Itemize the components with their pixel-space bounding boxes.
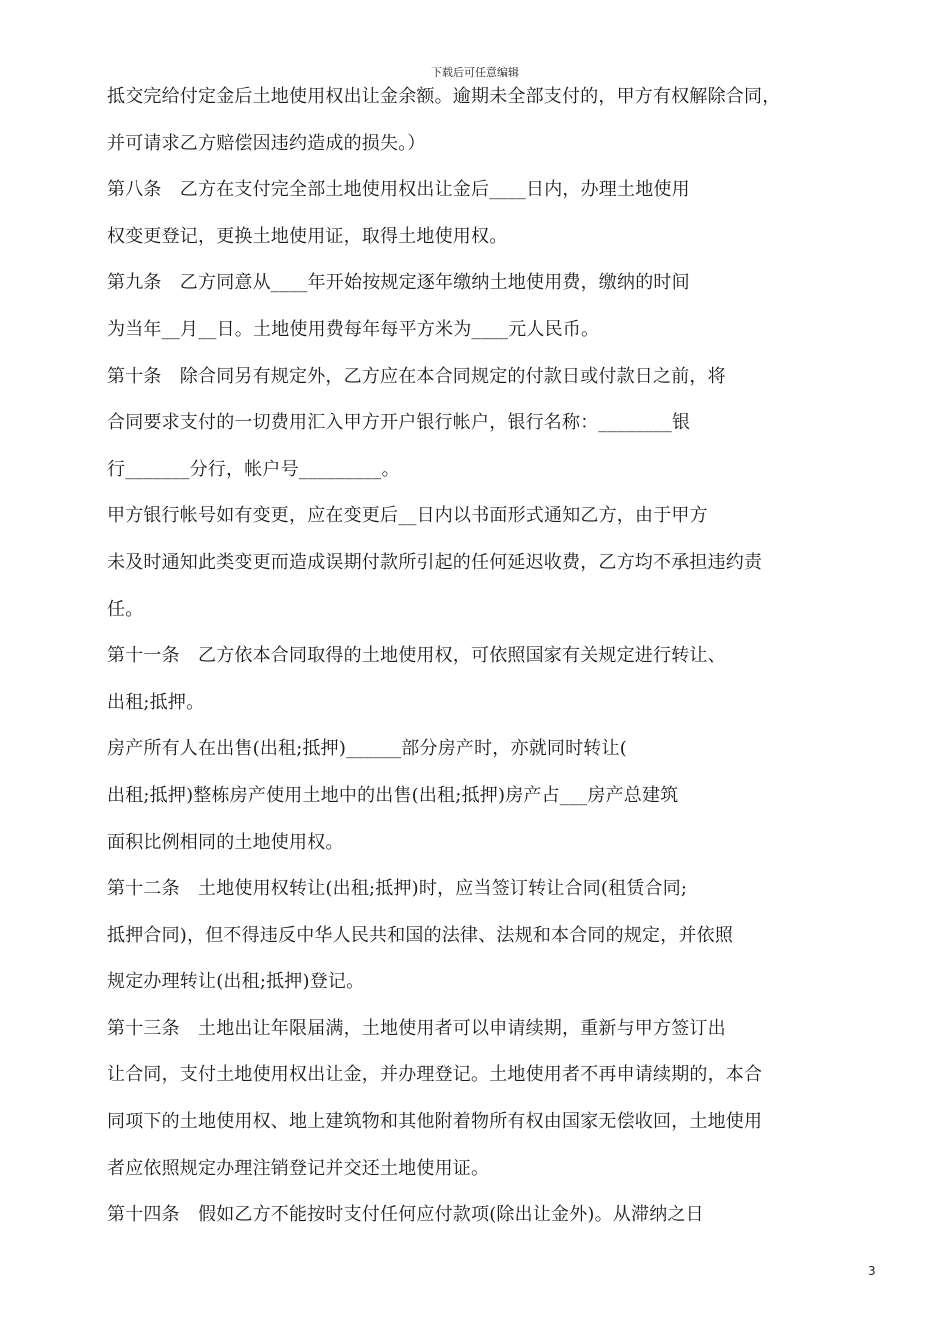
contract-body bbox=[107, 80, 827, 1245]
text-line: 规定办理转让(出租;抵押)登记。 bbox=[107, 971, 365, 993]
article-10-line: 第十条 除合同另有规定外，乙方应在本合同规定的付款日或付款日之前，将 bbox=[107, 365, 726, 387]
text-line: 并可请求乙方赔偿因违约造成的损失。） bbox=[107, 132, 426, 154]
text-line: 出租;抵押。 bbox=[107, 691, 205, 713]
article-14-line: 第十四条 假如乙方不能按时支付任何应付款项(除出让金外)。从滞纳之日 bbox=[107, 1204, 704, 1226]
text-line: 权变更登记，更换土地使用证，取得土地使用权。 bbox=[107, 225, 508, 247]
header-note: 下载后可任意编辑 bbox=[431, 66, 519, 79]
text-line: 房产所有人在出售(出租;抵押)______部分房产时，亦就同时转让( bbox=[107, 738, 627, 760]
text-line: 行_______分行，帐户号_________。 bbox=[107, 458, 400, 480]
text-line: 抵押合同)，但不得违反中华人民共和国的法律、法规和本合同的规定，并依照 bbox=[107, 924, 734, 946]
text-line: 任。 bbox=[107, 598, 144, 620]
text-line: 者应依照规定办理注销登记并交还土地使用证。 bbox=[107, 1157, 490, 1179]
article-11-line: 第十一条 乙方依本合同取得的土地使用权，可依照国家有关规定进行转让、 bbox=[107, 645, 726, 667]
page-number: 3 bbox=[868, 1264, 876, 1278]
article-13-line: 第十三条 土地出让年限届满，土地使用者可以申请续期，重新与甲方签订出 bbox=[107, 1017, 726, 1039]
article-9-line: 第九条 乙方同意从____年开始按规定逐年缴纳土地使用费，缴纳的时间 bbox=[107, 272, 690, 294]
text-line: 未及时通知此类变更而造成误期付款所引起的任何延迟收费，乙方均不承担违约责 bbox=[107, 551, 763, 573]
text-line: 甲方银行帐号如有变更，应在变更后__日内以书面形式通知乙方，由于甲方 bbox=[107, 505, 708, 527]
text-line: 为当年__月__日。土地使用费每年每平方米为____元人民币。 bbox=[107, 318, 600, 340]
text-line: 出租;抵押)整栋房产使用土地中的出售(出租;抵押)房产占___房产总建筑 bbox=[107, 784, 679, 806]
text-line: 抵交完给付定金后土地使用权出让金余额。逾期未全部支付的，甲方有权解除合同， bbox=[107, 86, 781, 107]
article-12-line: 第十二条 土地使用权转让(出租;抵押)时，应当签订转让合同(租赁合同; bbox=[107, 878, 688, 900]
text-line: 让合同，支付土地使用权出让金，并办理登记。土地使用者不再申请续期的，本合 bbox=[107, 1064, 763, 1086]
text-line: 合同要求支付的一切费用汇入甲方开户银行帐户，银行名称：________银 bbox=[107, 412, 691, 434]
text-line: 面积比例相同的土地使用权。 bbox=[107, 831, 344, 853]
article-8-line: 第八条 乙方在支付完全部土地使用权出让金后____日内，办理土地使用 bbox=[107, 179, 690, 201]
text-line: 同项下的土地使用权、地上建筑物和其他附着物所有权由国家无偿收回，土地使用 bbox=[107, 1111, 763, 1133]
